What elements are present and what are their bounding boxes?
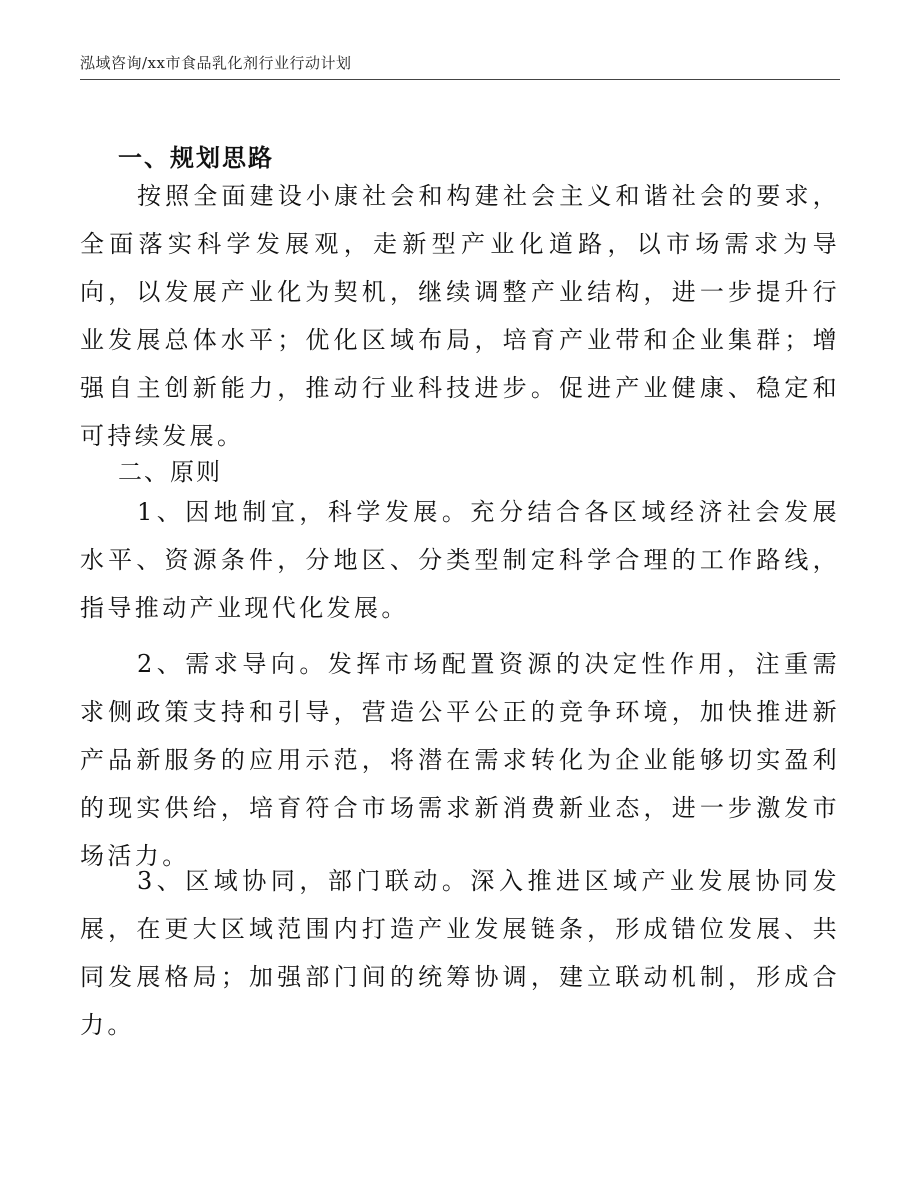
principle-item-3: 3、区域协同，部门联动。深入推进区域产业发展协同发展，在更大区域范围内打造产业发展链条，形成错位发展、共同发展格局；加强部门间的统筹协调，建立联动机制，形成合力。 (80, 867, 840, 1039)
principle-item-2: 2、需求导向。发挥市场配置资源的决定性作用，注重需求侧政策支持和引导，营造公平公正的竞争环境，加快推进新产品新服务的应用示范，将潜在需求转化为企业能够切实盈利的现实供给，培育符合市场需求新消费新业态，进一步激发市场活力。 (80, 650, 840, 870)
section-heading-principles: 二、原则 (118, 458, 222, 486)
planning-paragraph: 按照全面建设小康社会和构建社会主义和谐社会的要求，全面落实科学发展观，走新型产业化道路，以市场需求为导向，以发展产业化为契机，继续调整产业结构，进一步提升行业发展总体水平；优化区域布局，培育产业带和企业集群；增强自主创新能力，推动行业科技进步。促进产业健康、稳定和可持续发展。 (80, 182, 840, 450)
page-header: 泓域咨询/xx市食品乳化剂行业行动计划 (80, 54, 352, 72)
header-divider (80, 79, 840, 80)
section-heading-planning: 一、规划思路 (118, 144, 274, 172)
principle-item-1: 1、因地制宜，科学发展。充分结合各区域经济社会发展水平、资源条件，分地区、分类型制定科学合理的工作路线，指导推动产业现代化发展。 (80, 498, 840, 622)
